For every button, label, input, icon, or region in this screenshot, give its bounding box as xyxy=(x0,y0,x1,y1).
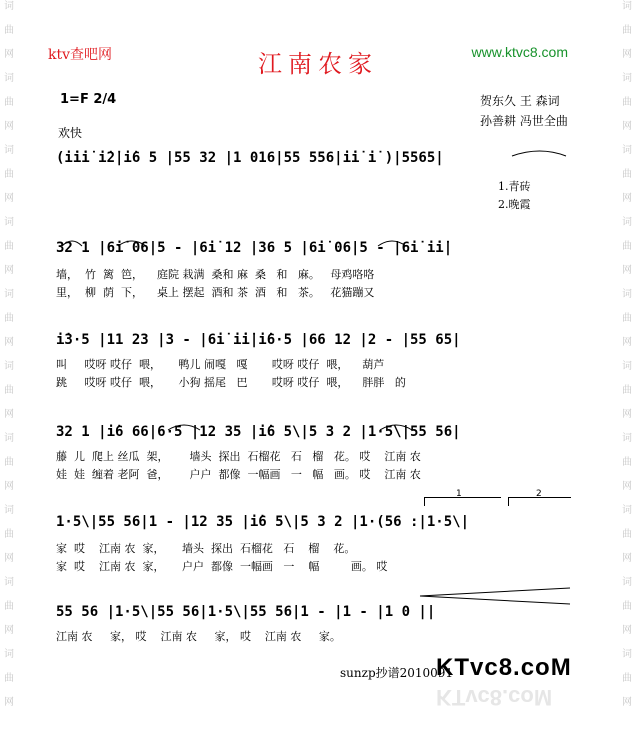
volta-1-label: 1 xyxy=(456,489,462,499)
watermark-glyph: 网 xyxy=(4,121,14,132)
watermark-glyph: 曲 xyxy=(4,385,14,396)
watermark-glyph: 网 xyxy=(622,481,632,492)
watermark-glyph: 曲 xyxy=(622,529,632,540)
watermark-glyph: 网 xyxy=(622,193,632,204)
watermark-glyph: 曲 xyxy=(4,601,14,612)
verse-label-1: 1.青砖 xyxy=(498,180,531,193)
key-signature: 1=F 2/4 xyxy=(60,92,117,107)
watermark-glyph: 网 xyxy=(4,409,14,420)
tempo-marking: 欢快 xyxy=(58,126,83,140)
watermark-glyph: 网 xyxy=(4,265,14,276)
watermark-glyph: 曲 xyxy=(622,673,632,684)
watermark-glyph: 词 xyxy=(622,145,632,156)
watermark-glyph: 曲 xyxy=(622,457,632,468)
watermark-glyph: 词 xyxy=(622,73,632,84)
watermark-glyph: 曲 xyxy=(622,169,632,180)
watermark-glyph: 词 xyxy=(4,577,14,588)
transcriber-credit: sunzp抄谱2010091 xyxy=(340,666,454,680)
watermark-glyph: 词 xyxy=(4,1,14,12)
watermark-glyph: 曲 xyxy=(4,241,14,252)
lyric-line: 叫 哎呀 哎仔 喂， 鸭儿 闹嘎 嘎 哎呀 哎仔 喂， 葫芦 xyxy=(56,358,385,371)
watermark-glyph: 曲 xyxy=(622,25,632,36)
watermark-glyph: 曲 xyxy=(622,97,632,108)
watermark-glyph: 曲 xyxy=(4,25,14,36)
watermark-glyph: 词 xyxy=(4,505,14,516)
watermark-glyph: 网 xyxy=(4,193,14,204)
watermark-glyph: 曲 xyxy=(4,673,14,684)
watermark-glyph: 词 xyxy=(622,649,632,660)
score-row-4: 32 1 |i̇6 66|6·5 |12 35 |i̇6 5\|5 3 2 |1·5\|55 56| xyxy=(56,424,461,440)
watermark-glyph: 网 xyxy=(4,553,14,564)
watermark-glyph: 网 xyxy=(4,49,14,60)
watermark-glyph: 词 xyxy=(4,649,14,660)
lyricist-credit: 贺东久 王 森词 xyxy=(480,94,560,108)
lyric-line: 里， 柳 荫 下， 桌上 摆起 酒和 茶 酒 和 茶。 花猫蹦又 xyxy=(56,286,375,299)
watermark-glyph: 词 xyxy=(4,361,14,372)
lyric-line: 跳 哎呀 哎仔 喂， 小狗 摇尾 巴 哎呀 哎仔 喂， 胖胖 的 xyxy=(56,376,406,389)
watermark-glyph: 曲 xyxy=(622,241,632,252)
site-logo-reflection: KTvc8.coM xyxy=(436,685,553,710)
watermark-glyph: 曲 xyxy=(622,601,632,612)
watermark-glyph: 网 xyxy=(622,409,632,420)
watermark-glyph: 词 xyxy=(622,361,632,372)
watermark-glyph: 词 xyxy=(622,433,632,444)
site-name-left[interactable]: ktv查吧网 xyxy=(48,47,113,63)
lyric-line: 家 哎 江南 农 家， 墙头 探出 石榴花 石 榴 花。 xyxy=(56,542,356,555)
site-logo-text: KTvc8.coM xyxy=(436,654,572,681)
score-row-5: 1·5\|55 56|1 - |12 35 |i̇6 5\|5 3 2 |1·(56 :|1·5\| xyxy=(56,514,470,530)
score-row-2: 32 1 |6i̇ 06|5 - |6i̇ 12 |36 5 |6i̇ 06|5 - |6i̇ i̇i̇| xyxy=(56,240,453,256)
watermark-glyph: 词 xyxy=(4,217,14,228)
score-row-6: 55 56 |1·5\|55 56|1·5\|55 56|1 - |1 - |1 0 || xyxy=(56,604,436,620)
watermark-glyph: 词 xyxy=(4,145,14,156)
site-logo[interactable] xyxy=(436,654,572,682)
volta-2-label: 2 xyxy=(536,489,542,499)
watermark-glyph: 网 xyxy=(622,625,632,636)
watermark-glyph: 曲 xyxy=(4,529,14,540)
watermark-glyph: 网 xyxy=(622,337,632,348)
watermark-glyph: 词 xyxy=(4,289,14,300)
score-row-1: (i̇i̇i̇ i̇2̇|i̇6 5 |55 32 |1 016|55 556|i̇i̇ i̇ )|5565| xyxy=(56,150,444,166)
watermark-glyph: 曲 xyxy=(4,97,14,108)
watermark-glyph: 曲 xyxy=(4,169,14,180)
watermark-glyph: 词 xyxy=(4,73,14,84)
watermark-glyph: 曲 xyxy=(622,385,632,396)
lyric-line: 家 哎 江南 农 家， 户户 都像 一幅画 一 幅 画。 哎 xyxy=(56,560,388,573)
watermark-glyph: 网 xyxy=(622,49,632,60)
watermark-glyph: 曲 xyxy=(4,313,14,324)
score-row-3: i̇3·5 |11 23 |3 - |6i̇ i̇i̇|i̇6·5 |66 12 |2 - |55 65| xyxy=(56,332,461,348)
watermark-glyph: 曲 xyxy=(4,457,14,468)
watermark-glyph: 网 xyxy=(4,697,14,708)
watermark-glyph: 词 xyxy=(622,577,632,588)
site-url-right[interactable]: www.ktvc8.com xyxy=(471,44,568,60)
composer-credit: 孙善耕 冯世全曲 xyxy=(480,114,568,128)
watermark-glyph: 网 xyxy=(4,625,14,636)
lyric-line: 江南 农 家， 哎 江南 农 家， 哎 江南 农 家。 xyxy=(56,630,341,643)
watermark-glyph: 词 xyxy=(622,505,632,516)
verse-label-2: 2.晚霞 xyxy=(498,198,531,211)
watermark-glyph: 网 xyxy=(622,553,632,564)
song-title: 江南农家 xyxy=(258,50,378,78)
watermark-glyph: 网 xyxy=(622,697,632,708)
watermark-glyph: 网 xyxy=(4,481,14,492)
watermark-glyph: 词 xyxy=(622,1,632,12)
watermark-glyph: 词 xyxy=(622,289,632,300)
watermark-glyph: 网 xyxy=(4,337,14,348)
lyric-line: 墙， 竹 篱 笆， 庭院 栽满 桑和 麻 桑 和 麻。 母鸡咯咯 xyxy=(56,268,375,281)
watermark-glyph: 网 xyxy=(622,121,632,132)
watermark-glyph: 网 xyxy=(622,265,632,276)
lyric-line: 娃 娃 缠着 老阿 爸， 户户 都像 一幅画 一 幅 画。 哎 江南 农 xyxy=(56,468,421,481)
watermark-glyph: 曲 xyxy=(622,313,632,324)
lyric-line: 藤 儿 爬上 丝瓜 架， 墙头 探出 石榴花 石 榴 花。 哎 江南 农 xyxy=(56,450,421,463)
watermark-glyph: 词 xyxy=(622,217,632,228)
watermark-glyph: 词 xyxy=(4,433,14,444)
